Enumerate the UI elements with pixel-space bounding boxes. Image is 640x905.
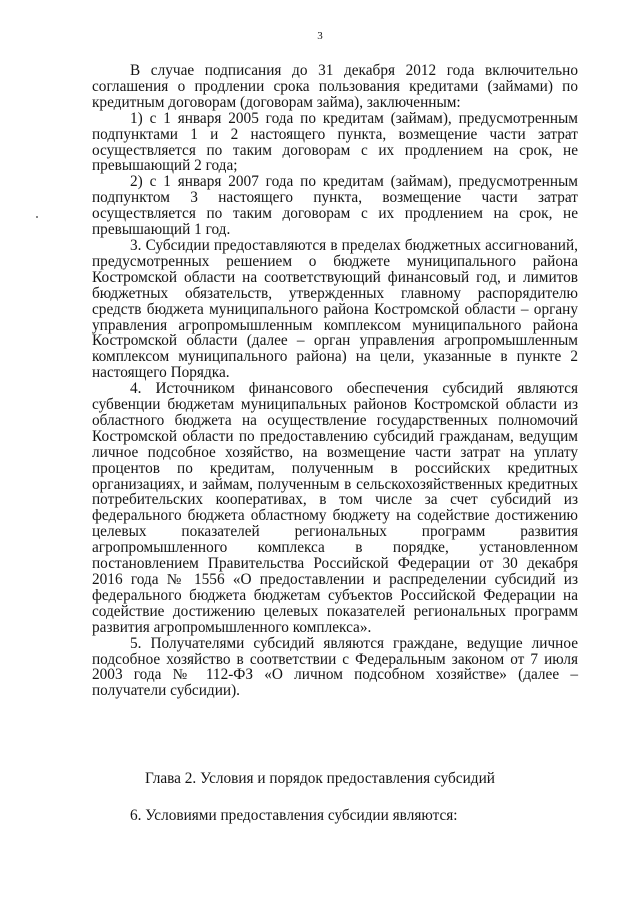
paragraph-item-3: 3. Субсидии предоставляются в пределах бюджетных ассигнований, предусмотренных решением о бюджете муниципального района Костромской области на соответствующий финансовый год, и лимитов бюджетных обязательств, утвержденных главному распорядителю средств бюджета муниципального района Костромской области – органу управления агропромышленным комплексом муниципального района Костромской области (далее – орган управления агропромышленным комплексом муниципального района) на цели, указанные в пункте 2 настоящего Порядка. — [92, 236, 578, 382]
body-text — [92, 63, 578, 699]
margin-speck — [36, 216, 38, 218]
paragraph-subitem-1: 1) с 1 января 2005 года по кредитам (займам), предусмотренным подпунктами 1 и 2 настоящего пункта, возмещение части затрат осуществляется по таким договорам с их продлением на срок, не превышающий 2 года; — [92, 109, 578, 175]
paragraph-item-6: 6. Условиями предоставления субсидии являются: — [130, 807, 458, 824]
page-number: 3 — [317, 30, 323, 42]
paragraph-item-5: 5. Получателями субсидий являются граждане, ведущие личное подсобное хозяйство в соответствии с Федеральным законом от 7 июля 2003 года № 112-ФЗ «О личном подсобном хозяйстве» (далее – получатели субсидии). — [92, 634, 578, 700]
paragraph-subitem-2: 2) с 1 января 2007 года по кредитам (займам), предусмотренным подпунктом 3 настоящего пункта, возмещение части затрат осуществляется по таким договорам с их продлением на срок, не превышающий 1 год. — [92, 173, 578, 239]
chapter-heading: Глава 2. Условия и порядок предоставления субсидий — [145, 770, 495, 787]
paragraph-item-4: 4. Источником финансового обеспечения субсидий являются субвенции бюджетам муниципальных районов Костромской области из областного бюджета на осуществление государственных полномочий Костромской области по предоставлению субсидий гражданам, ведущим личное подсобное хозяйство, на возмещение части затрат на уплату процентов по кредитам, полученным в российских кредитных организациях, и займам, полученным в сельскохозяйственных кредитных потребительских кооперативах, в том числе за счет субсидий из федерального бюджета областному бюджету на содействие достижению целевых показателей региональных программ развития агропромышленного комплекса в порядке, установленном постановлением Правительства Российской Федерации от 30 декабря 2016 года № 1556 «О предоставлении и распределении субсидий из федерального бюджета бюджетам субъектов Российской Федерации на содействие достижению целевых показателей региональных программ развития агропромышленного комплекса». — [92, 380, 578, 636]
paragraph-intro: В случае подписания до 31 декабря 2012 года включительно соглашения о продлении срока пользования кредитами (займами) по кредитным договорам (договорам займа), заключенным: — [92, 62, 578, 111]
